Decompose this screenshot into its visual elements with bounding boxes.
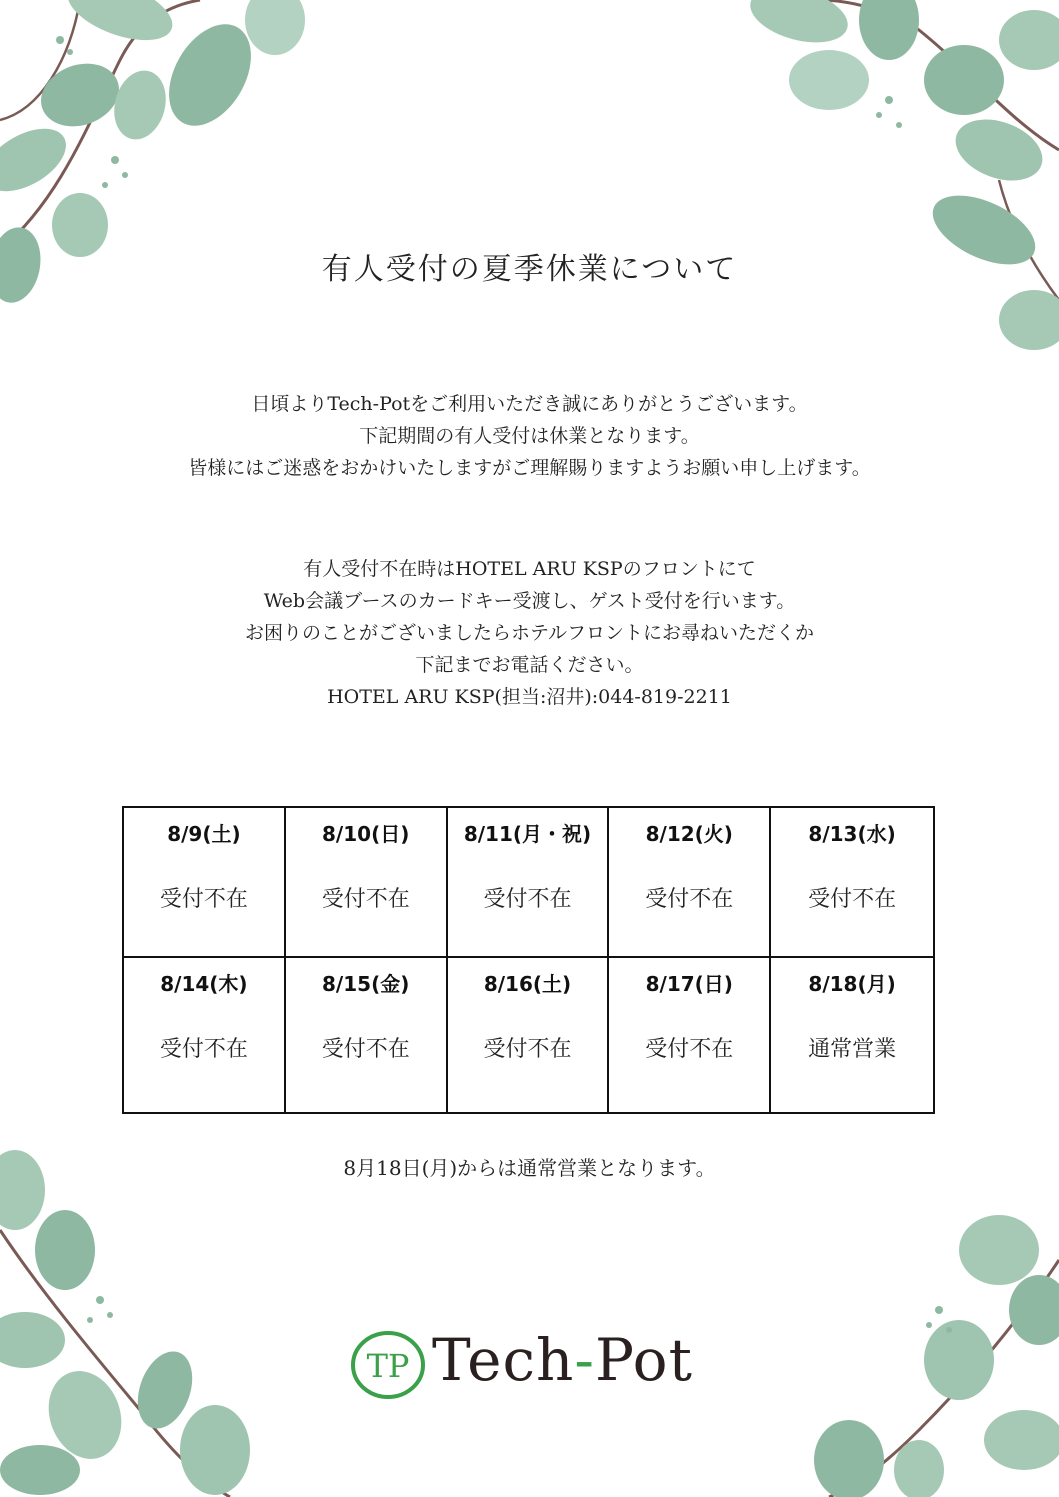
schedule-date: 8/12(火) bbox=[645, 822, 733, 846]
leaf-decoration-bottom-right bbox=[789, 1200, 1059, 1497]
contact-line: お困りのことがございましたらホテルフロントにお尋ねいただくか bbox=[244, 622, 815, 644]
tech-pot-logo bbox=[350, 1326, 720, 1400]
schedule-status: 受付不在 bbox=[159, 887, 248, 912]
contact-message bbox=[0, 553, 1059, 713]
contact-line: HOTEL ARU KSP(担当:沼井):044-819-2211 bbox=[327, 686, 732, 708]
leaf-decoration-bottom-left bbox=[0, 1150, 300, 1497]
schedule-status: 受付不在 bbox=[483, 1037, 572, 1062]
schedule-date: 8/15(金) bbox=[322, 972, 410, 996]
schedule-cell bbox=[609, 808, 771, 958]
schedule-date: 8/9(土) bbox=[167, 822, 241, 846]
schedule-status: 受付不在 bbox=[808, 887, 897, 912]
schedule-status: 受付不在 bbox=[645, 887, 734, 912]
schedule-cell bbox=[124, 958, 286, 1112]
contact-line: 有人受付不在時はHOTEL ARU KSPのフロントにて bbox=[303, 558, 756, 580]
schedule-status: 通常営業 bbox=[808, 1037, 897, 1062]
intro-line: 日頃よりTech-Potをご利用いただき誠にありがとうございます。 bbox=[251, 393, 808, 415]
contact-line: 下記までお電話ください。 bbox=[415, 654, 644, 676]
logo-text-end: Pot bbox=[594, 1326, 693, 1394]
schedule-cell bbox=[609, 958, 771, 1112]
schedule-status: 受付不在 bbox=[321, 1037, 410, 1062]
schedule-date: 8/16(土) bbox=[483, 972, 572, 996]
schedule-date: 8/18(月) bbox=[808, 972, 896, 996]
logo-text-dash: - bbox=[574, 1326, 595, 1394]
schedule-cell bbox=[771, 808, 933, 958]
schedule-status: 受付不在 bbox=[159, 1037, 248, 1062]
schedule-cell bbox=[286, 958, 448, 1112]
schedule-status: 受付不在 bbox=[645, 1037, 734, 1062]
schedule-table bbox=[122, 806, 935, 1114]
leaf-decoration-top-right bbox=[729, 0, 1059, 360]
contact-line: Web会議ブースのカードキー受渡し、ゲスト受付を行います。 bbox=[263, 590, 796, 612]
schedule-cell bbox=[771, 958, 933, 1112]
schedule-date: 8/17(日) bbox=[645, 972, 733, 996]
schedule-date: 8/14(木) bbox=[160, 972, 248, 996]
logo-text-start: Tech bbox=[432, 1326, 575, 1394]
resume-notice: 8月18日(月)からは通常営業となります。 bbox=[343, 1156, 716, 1180]
schedule-status: 受付不在 bbox=[321, 887, 410, 912]
logo-mark-icon bbox=[350, 1330, 426, 1404]
schedule-cell bbox=[448, 958, 610, 1112]
schedule-date: 8/10(日) bbox=[322, 822, 410, 846]
intro-message bbox=[0, 388, 1059, 484]
schedule-date: 8/13(水) bbox=[808, 822, 896, 846]
logo-wordmark bbox=[432, 1326, 693, 1394]
intro-line: 下記期間の有人受付は休業となります。 bbox=[359, 425, 700, 447]
logo-mark-letters: TP bbox=[366, 1347, 410, 1385]
page-title: 有人受付の夏季休業について bbox=[321, 252, 738, 287]
schedule-cell bbox=[286, 808, 448, 958]
schedule-date: 8/11(月・祝) bbox=[463, 822, 592, 846]
schedule-status: 受付不在 bbox=[483, 887, 572, 912]
schedule-cell bbox=[124, 808, 286, 958]
intro-line: 皆様にはご迷惑をおかけいたしますがご理解賜りますようお願い申し上げます。 bbox=[188, 457, 871, 479]
schedule-cell bbox=[448, 808, 610, 958]
